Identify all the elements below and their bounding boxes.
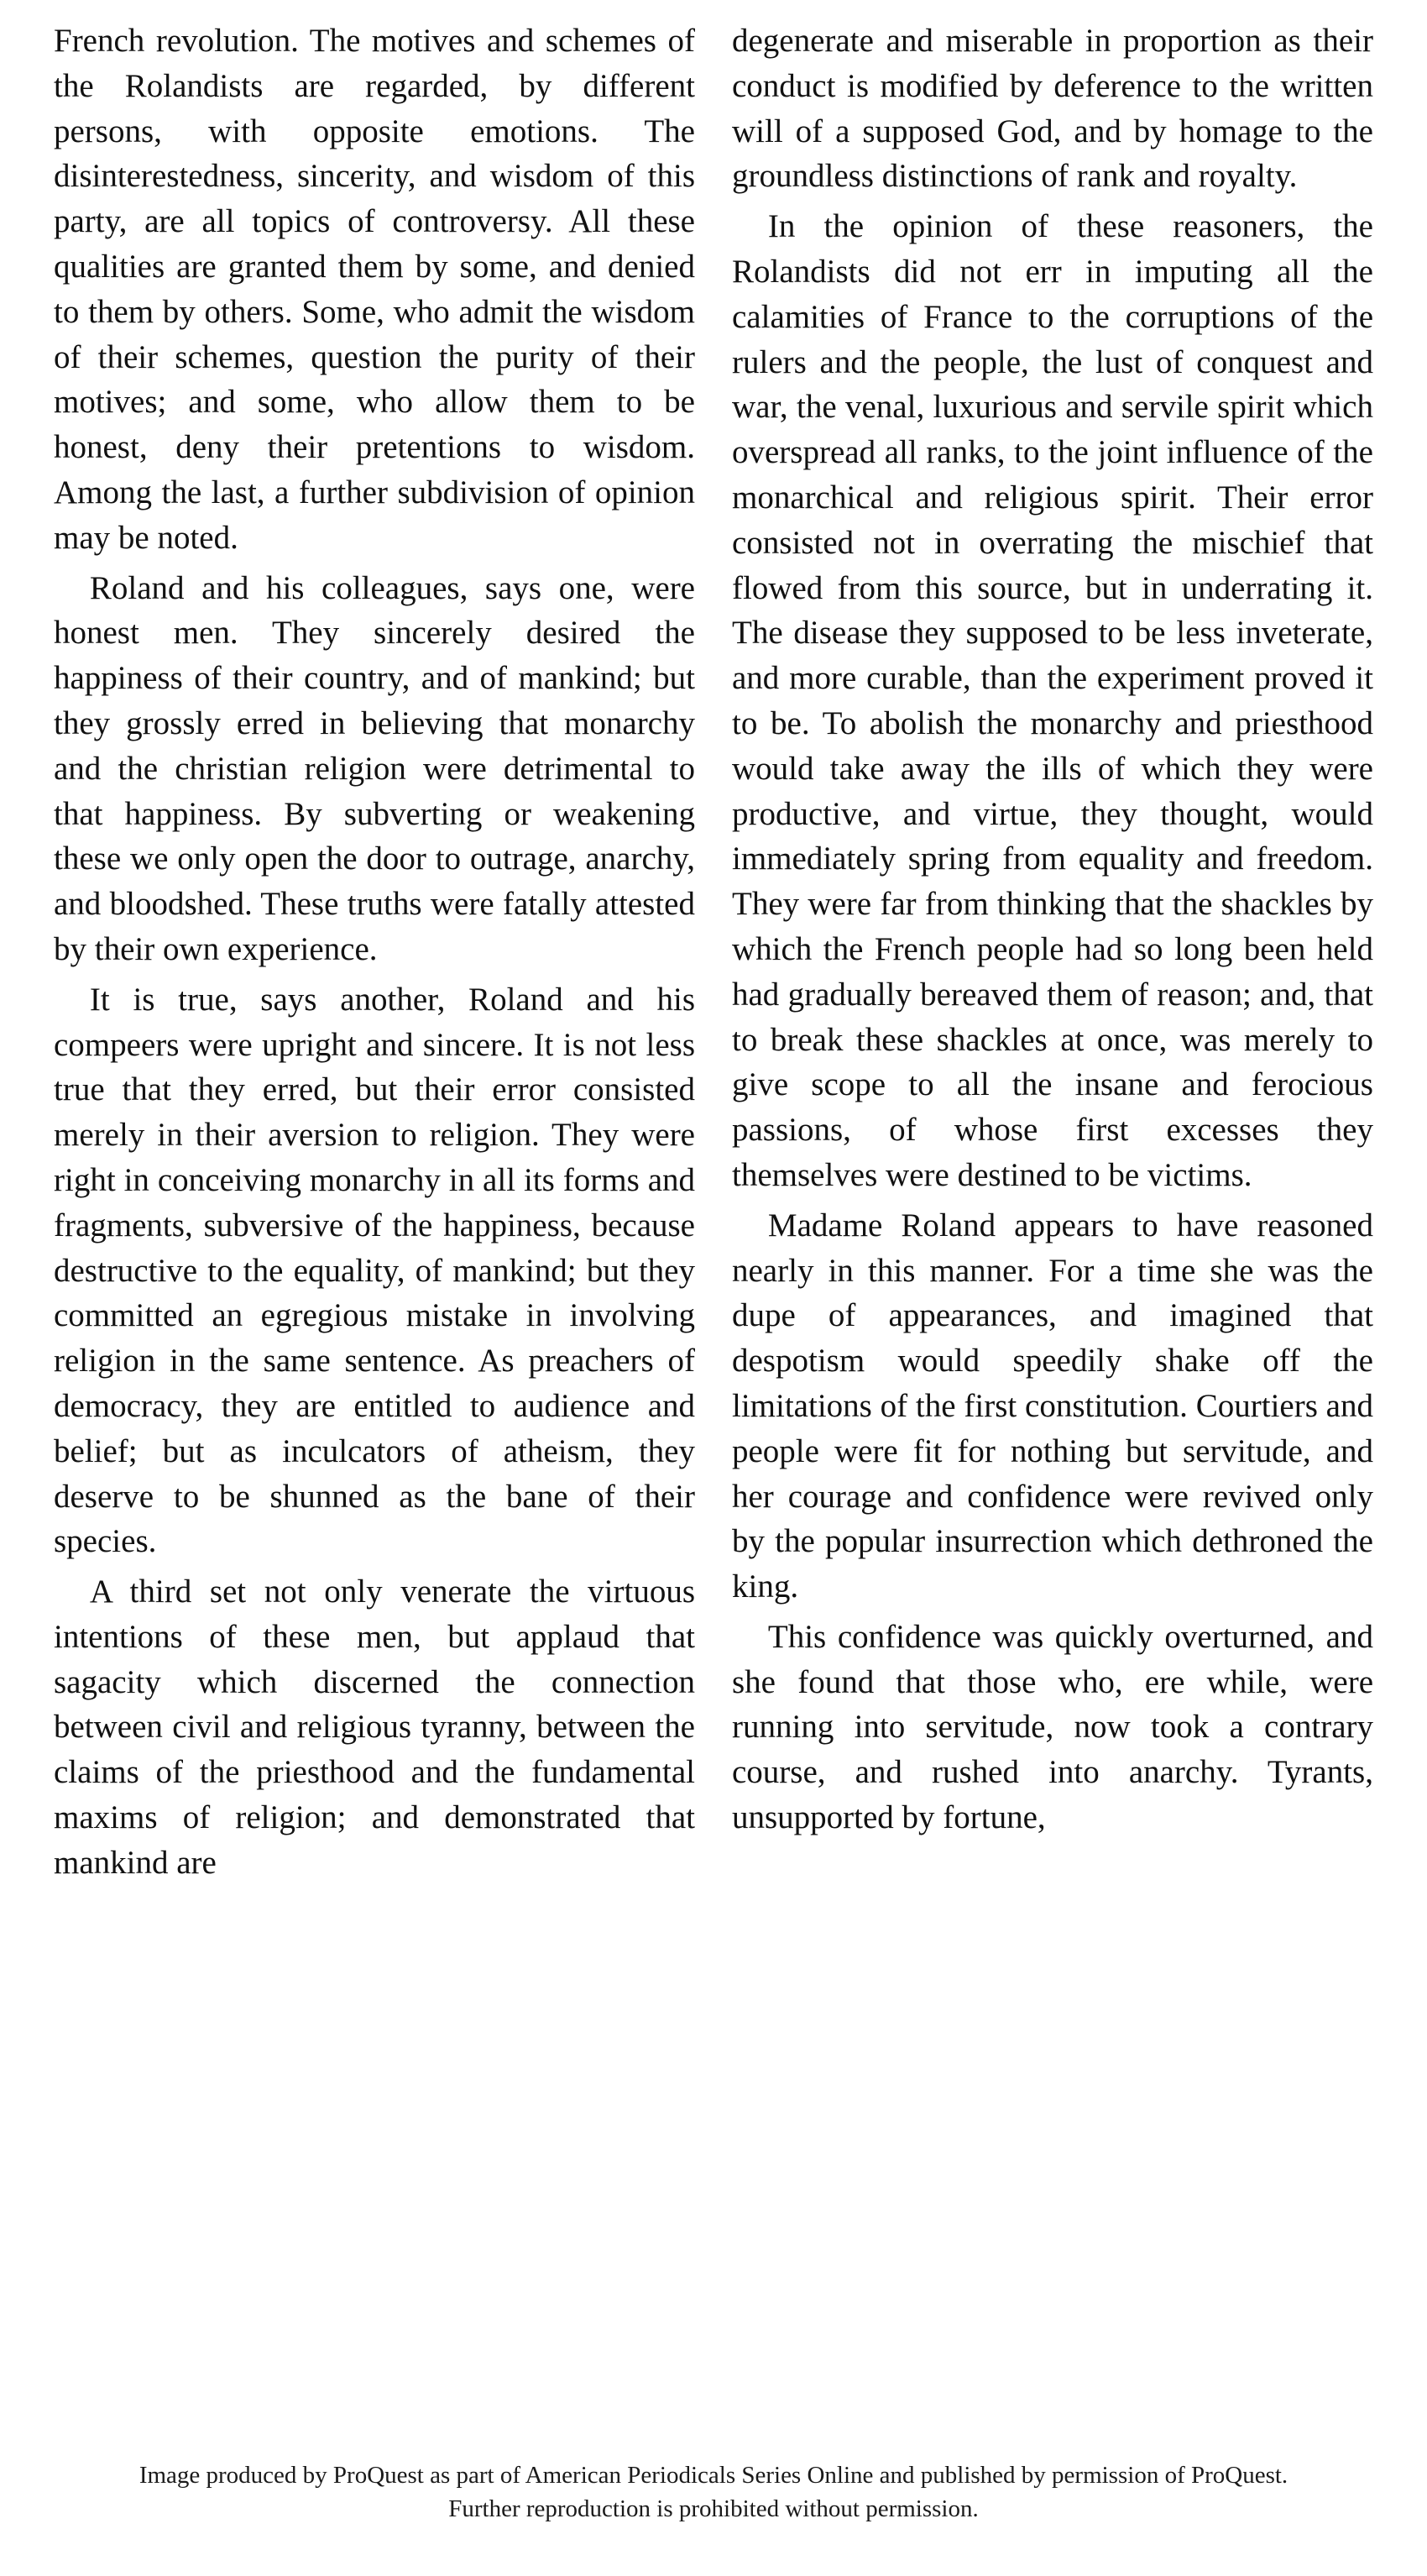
copyright-footer (0, 2458, 1427, 2526)
footer-line: Further reproduction is prohibited without permission. (448, 2495, 979, 2522)
right-column (732, 18, 1373, 2403)
paragraph: This confidence was quickly overturned, and she found that those who, ere while, were running into servitude, now took a contrary course, and rushed into anarchy. Tyrants, unsupported by fortune, (732, 1618, 1373, 1836)
paragraph: It is true, says another, Roland and his compeers were upright and sincere. It is not less true that they erred, but their error consisted merely in their aversion to religion. They were right in conceiving monarchy in all its forms and fragments, subversive of the happiness, because destructive to the equality, of mankind; but they committed an egregious mistake in involving religion in the same sentence. As preachers of democracy, they are entitled to audience and belief; but as inculcators of atheism, they deserve to be shunned as the bane of their species. (54, 981, 695, 1560)
paragraph: In the opinion of these reasoners, the Rolandists did not err in imputing all the calamities of France to the corruptions of the rulers and the people, the lust of conquest and war, the venal, luxurious and servile spirit which overspread all ranks, to the joint influence of the monarchical and religious spirit. Their error consisted not in overrating the mischief that flowed from this source, but in underrating it. The disease they supposed to be less inveterate, and more curable, than the experiment proved it to be. To abolish the monarchy and priesthood would take away the ills of which they were productive, and virtue, they thought, would immediately spring from equality and freedom. They were far from thinking that the shackles by which the French people had so long been held had gradually bereaved them of reason; and, that to break these shackles at once, was merely to give scope to all the insane and ferocious passions, of whose first excesses they themselves were destined to be victims. (732, 208, 1373, 1193)
paragraph: degenerate and miserable in proportion as their conduct is modified by deference to the written will of a supposed God, and by homage to the groundless distinctions of rank and royalty. (732, 23, 1373, 195)
paragraph: French revolution. The motives and schemes of the Rolandists are regarded, by different persons, with opposite emotions. The disinterestedness, sincerity, and wisdom of this party, are all topics of controversy. All these qualities are granted them by some, and denied to them by others. Some, who admit the wisdom of their schemes, question the purity of their motives; and some, who allow them to be honest, deny their pretentions to wisdom. Among the last, a further subdivision of opinion may be noted. (54, 23, 695, 556)
left-column (54, 18, 695, 2403)
paragraph: A third set not only venerate the virtuous intentions of these men, but applaud that sagacity which discerned the connection between civil and religious tyranny, between the claims of the priesthood and the fundamental maxims of religion; and demonstrated that mankind are (54, 1573, 695, 1881)
paragraph: Roland and his colleagues, says one, were honest men. They sincerely desired the happiness of their country, and of mankind; but they grossly erred in believing that monarchy and the christian religion were detrimental to that happiness. By subverting or weakening these we only open the door to outrage, anarchy, and bloodshed. These truths were fatally attested by their own experience. (54, 569, 695, 967)
footer-line: Image produced by ProQuest as part of American Periodicals Series Online and published by permission of ProQuest. (139, 2462, 1288, 2489)
article-body (54, 18, 1373, 2403)
paragraph: Madame Roland appears to have reasoned nearly in this manner. For a time she was the dupe of appearances, and imagined that despotism would speedily shake off the limitations of the first constitution. Courtiers and people were fit for nothing but servitude, and her courage and confidence were revived only by the popular insurrection which dethroned the king. (732, 1207, 1373, 1605)
